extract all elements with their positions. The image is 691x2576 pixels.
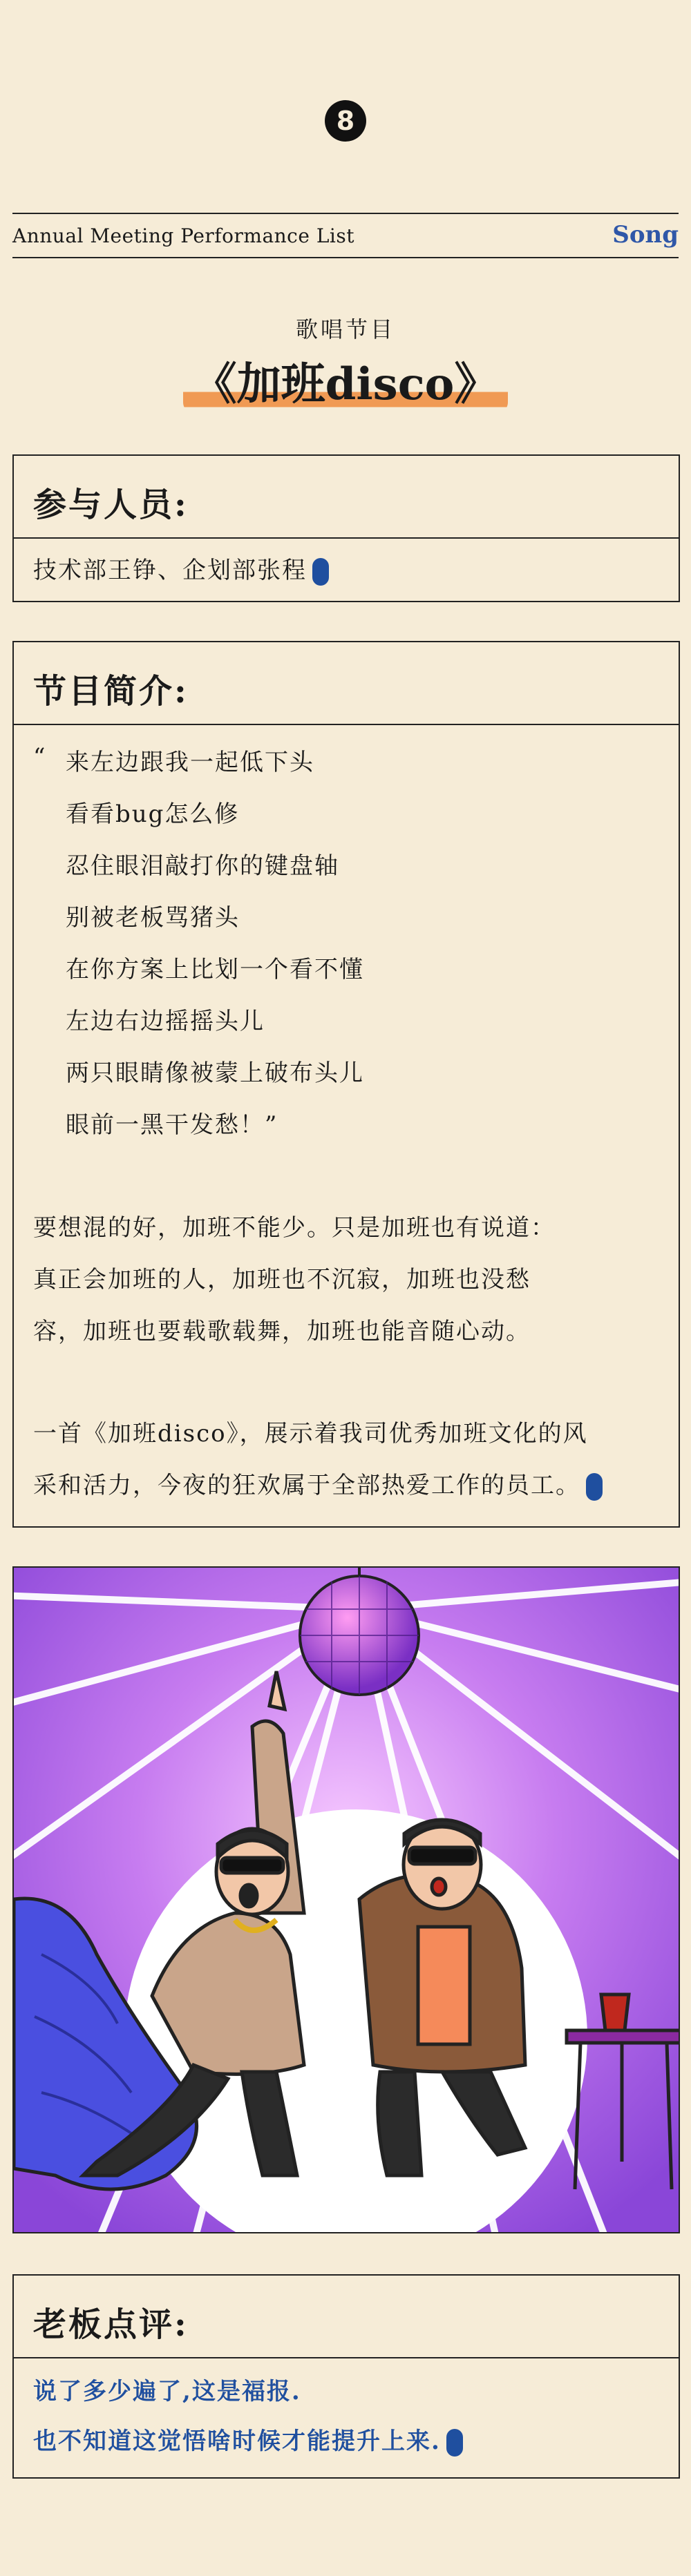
- lyric-line: 左边右边摇摇头儿: [66, 1008, 265, 1035]
- paragraph-line: 一首《加班disco》，展示着我司优秀加班文化的风: [33, 1420, 588, 1448]
- disco-scene: [14, 1568, 679, 2232]
- program-title-wrap: [0, 349, 691, 412]
- lyric-line: 在你方案上比划一个看不懂: [66, 956, 364, 983]
- participants-header: [14, 456, 679, 539]
- quote-open-mark: “: [33, 743, 47, 771]
- paragraph-line: 容，加班也要载歌载舞，加班也能音随心动。: [33, 1318, 531, 1345]
- paragraph-line: 要想混的好，加班不能少。只是加班也有说道：: [33, 1214, 556, 1242]
- intro-header: [14, 642, 679, 725]
- program-number-badge: 8: [325, 100, 366, 142]
- end-marker-icon: [312, 558, 329, 586]
- boss-comment-text: 也不知道这觉悟啥时候才能提升上来.: [33, 2428, 441, 2455]
- program-category: 歌唱节目: [295, 316, 395, 343]
- boss-comment-heading: 老板点评:: [33, 2305, 189, 2344]
- disco-illustration: [12, 1566, 680, 2233]
- participants-text: 技术部王铮、企划部张程: [33, 557, 307, 584]
- intro-card: [12, 641, 680, 1528]
- intro-heading: 节目简介:: [33, 672, 189, 711]
- paragraph-line-last: [33, 1466, 603, 1501]
- lyric-line: 忍住眼泪敲打你的键盘轴: [66, 852, 339, 880]
- participants-card: [12, 454, 680, 602]
- lyric-line: 看看bug怎么修: [66, 800, 240, 828]
- boss-comment-line-last: [33, 2422, 463, 2457]
- end-marker-icon: [586, 1473, 603, 1501]
- lyric-line: 来左边跟我一起低下头: [66, 749, 314, 776]
- boss-comment-line: 说了多少遍了,这是福报.: [33, 2378, 301, 2405]
- paragraph-text: 采和活力，今夜的狂欢属于全部热爱工作的员工。: [33, 1472, 580, 1499]
- participants-heading: 参与人员:: [33, 486, 189, 524]
- boss-comment-header: [14, 2276, 679, 2358]
- lyric-line: 别被老板骂猪头: [66, 904, 240, 932]
- header-label: Annual Meeting Performance List: [12, 224, 354, 247]
- end-marker-icon: [446, 2429, 463, 2457]
- program-title: 《加班disco》: [183, 349, 509, 412]
- boss-comment-card: [12, 2274, 680, 2479]
- header-top-rule: [12, 213, 679, 214]
- header-category: Song: [612, 221, 679, 249]
- participants-line: [33, 551, 329, 586]
- paragraph-line: 真正会加班的人，加班也不沉寂，加班也没愁: [33, 1266, 531, 1294]
- lyric-line: 眼前一黑干发愁！”: [66, 1111, 278, 1139]
- header-bottom-rule: [12, 257, 679, 258]
- lyric-line: 两只眼睛像被蒙上破布头儿: [66, 1059, 364, 1087]
